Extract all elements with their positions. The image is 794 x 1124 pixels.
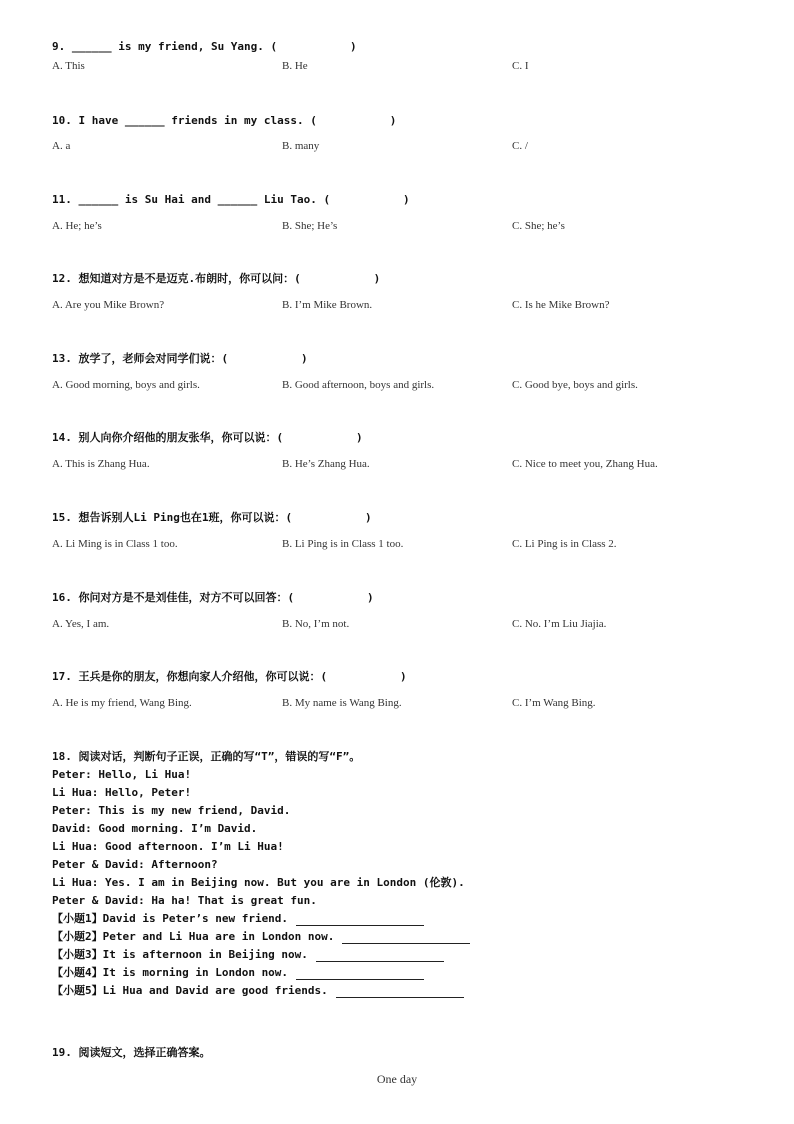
dialogue-line: Li Hua: Hello, Peter! [52, 786, 192, 799]
dialogue-line: Li Hua: Good afternoon. I’m Li Hua! [52, 840, 284, 853]
dialogue-line: Peter & David: Afternoon? [52, 858, 218, 871]
question-13-stem: 13. 放学了，老师会对同学们说：( ) [52, 352, 308, 365]
question-10-option-c: C. / [512, 140, 528, 152]
question-11-option-a: A. He; he’s [52, 220, 102, 232]
question-16-option-a: A. Yes, I am. [52, 618, 110, 630]
question-12-stem: 12. 想知道对方是不是迈克.布朗时，你可以问：( ) [52, 272, 381, 285]
dialogue-line: Peter & David: Ha ha! That is great fun. [52, 894, 317, 907]
question-10-option-b: B. many [282, 140, 320, 152]
question-14-option-b: B. He’s Zhang Hua. [282, 458, 370, 470]
question-16-option-b: B. No, I’m not. [282, 618, 350, 630]
sub-question-3 [52, 948, 444, 962]
question-14-option-a: A. This is Zhang Hua. [52, 458, 150, 470]
question-12-option-b: B. I’m Mike Brown. [282, 299, 373, 311]
question-13-option-b: B. Good afternoon, boys and girls. [282, 379, 435, 391]
question-17-option-a: A. He is my friend, Wang Bing. [52, 697, 192, 709]
question-12-option-c: C. Is he Mike Brown? [512, 299, 610, 311]
question-15-option-c: C. Li Ping is in Class 2. [512, 538, 617, 550]
question-17-stem: 17. 王兵是你的朋友，你想向家人介绍他，你可以说：( ) [52, 670, 407, 683]
question-15-stem: 15. 想告诉别人Li Ping也在1班，你可以说：( ) [52, 511, 372, 524]
question-10-option-a: A. a [52, 140, 71, 152]
question-10-stem: 10. I have ______ friends in my class. ( ) [52, 114, 397, 127]
sub-question-1 [52, 912, 424, 926]
sub-question-4 [52, 966, 424, 980]
dialogue-line: Peter: Hello, Li Hua! [52, 768, 192, 781]
question-14-stem: 14. 别人向你介绍他的朋友张华，你可以说：( ) [52, 431, 363, 444]
sub-question-text: 【小题1】David is Peter’s new friend. [52, 912, 289, 925]
question-11-stem: 11. ______ is Su Hai and ______ Liu Tao. ( ) [52, 193, 410, 206]
answer-blank[interactable] [342, 933, 470, 944]
question-9-stem: 9. ______ is my friend, Su Yang. ( ) [52, 40, 357, 53]
answer-blank[interactable] [316, 951, 444, 962]
question-18-stem: 18. 阅读对话，判断句子正误，正确的写“T”，错误的写“F”。 [52, 750, 361, 763]
question-13-option-a: A. Good morning, boys and girls. [52, 379, 200, 391]
sub-question-text: 【小题4】It is morning in London now. [52, 966, 289, 979]
answer-blank[interactable] [296, 969, 424, 980]
dialogue-line: Peter: This is my new friend, David. [52, 804, 291, 817]
question-13-option-c: C. Good bye, boys and girls. [512, 379, 638, 391]
sub-question-text: 【小题2】Peter and Li Hua are in London now. [52, 930, 335, 943]
question-9-option-a: A. This [52, 60, 85, 72]
question-9-option-c: C. I [512, 60, 529, 72]
question-19-stem: 19. 阅读短文，选择正确答案。 [52, 1046, 211, 1059]
question-15-option-b: B. Li Ping is in Class 1 too. [282, 538, 404, 550]
question-16-stem: 16. 你问对方是不是刘佳佳，对方不可以回答：( ) [52, 591, 374, 604]
answer-blank[interactable] [336, 987, 464, 998]
question-17-option-c: C. I’m Wang Bing. [512, 697, 596, 709]
question-14-option-c: C. Nice to meet you, Zhang Hua. [512, 458, 658, 470]
sub-question-5 [52, 984, 464, 998]
passage-title: One day [376, 1072, 418, 1086]
question-11-option-c: C. She; he’s [512, 220, 565, 232]
sub-question-text: 【小题3】It is afternoon in Beijing now. [52, 948, 308, 961]
sub-question-text: 【小题5】Li Hua and David are good friends. [52, 984, 328, 997]
question-12-option-a: A. Are you Mike Brown? [52, 299, 165, 311]
question-9-option-b: B. He [282, 60, 308, 72]
answer-blank[interactable] [296, 915, 424, 926]
question-17-option-b: B. My name is Wang Bing. [282, 697, 402, 709]
question-11-option-b: B. She; He’s [282, 220, 338, 232]
dialogue-line: Li Hua: Yes. I am in Beijing now. But you are in London (伦敦). [52, 876, 465, 889]
question-15-option-a: A. Li Ming is in Class 1 too. [52, 538, 178, 550]
sub-question-2 [52, 930, 470, 944]
question-16-option-c: C. No. I’m Liu Jiajia. [512, 618, 607, 630]
dialogue-line: David: Good morning. I’m David. [52, 822, 258, 835]
